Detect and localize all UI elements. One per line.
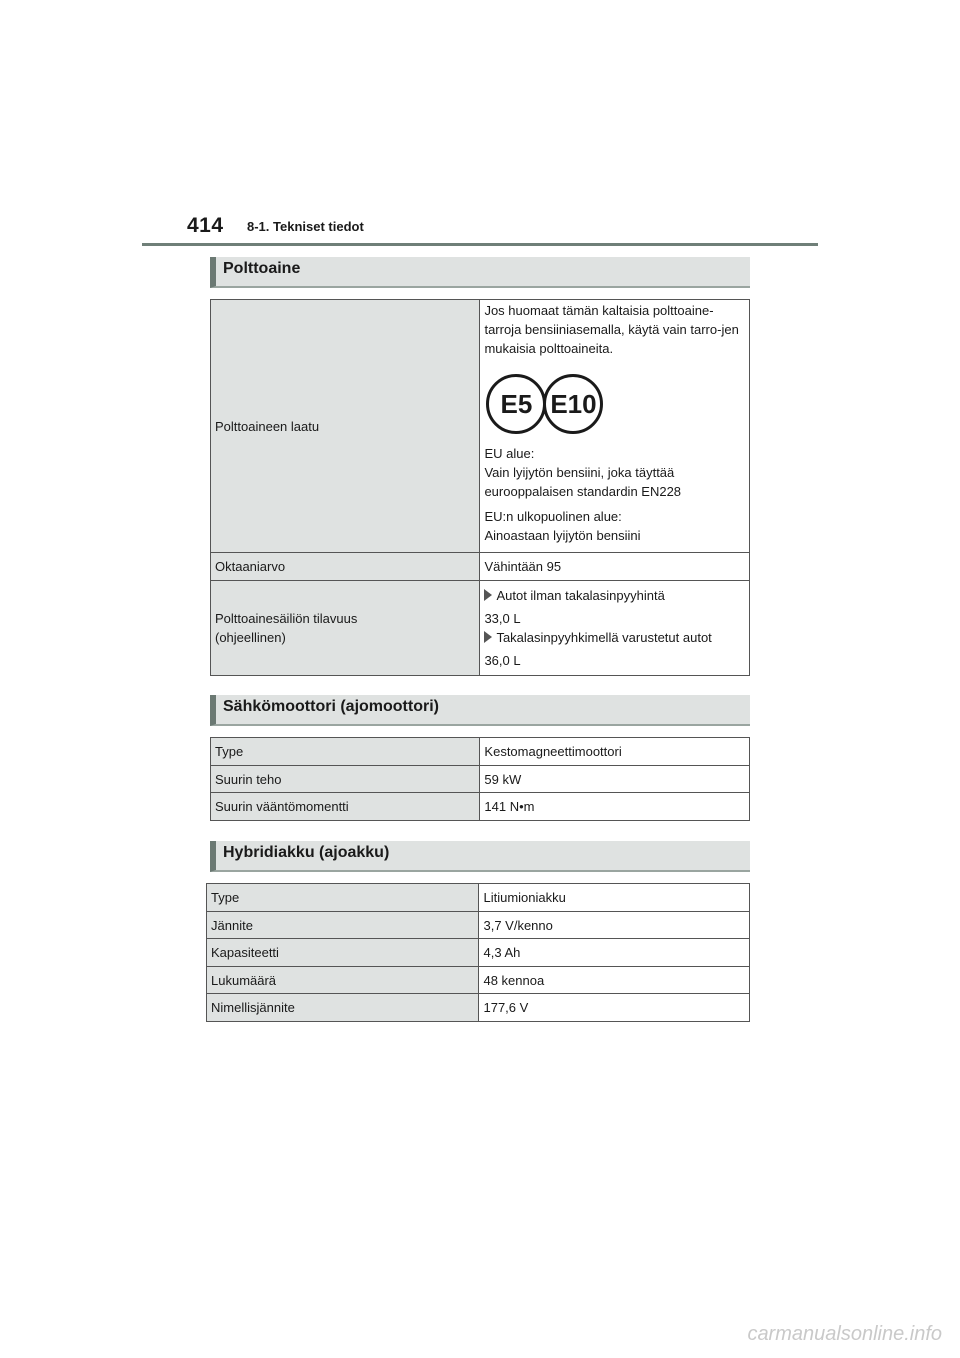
tank-value [480,581,750,676]
eu-title: EU alue: [484,446,535,461]
battery-table [206,883,750,1022]
tank-option-1: Autot ilman takalasinpyyhintä [496,588,665,603]
motor-torque-value: 141 N•m [480,793,750,821]
non-eu-title: EU:n ulkopuolinen alue: [484,509,622,524]
non-eu-text: Ainoastaan lyijytön bensiini [484,528,641,543]
fuel-table [210,299,750,676]
battery-nominal-value: 177,6 V [479,994,750,1022]
arrow-right-icon [484,631,492,643]
table-row [207,939,750,967]
octane-label: Oktaaniarvo [211,553,480,581]
table-row [211,793,750,821]
e5-badge-icon: E5 [486,374,546,434]
eu-text: Vain lyijytön bensiini, joka täyttää eurooppalaisen standardin EN228 [484,465,682,499]
battery-type-label: Type [207,884,479,912]
fuel-heading: Polttoaine [210,257,750,288]
table-row [211,738,750,766]
table-row [211,300,750,553]
battery-count-value: 48 kennoa [479,967,750,994]
tank-value-2: 36,0 L [484,653,521,668]
battery-nominal-label: Nimellisjännite [207,994,479,1022]
table-row [211,553,750,581]
motor-type-label: Type [211,738,480,766]
section-title: 8-1. Tekniset tiedot [247,219,364,234]
battery-capacity-label: Kapasiteetti [207,939,479,967]
fuel-quality-value [480,300,750,553]
motor-heading: Sähkömoottori (ajomoottori) [210,695,750,726]
motor-torque-label: Suurin vääntömomentti [211,793,480,821]
motor-table [210,737,750,821]
battery-type-value: Litiumioniakku [479,884,750,912]
battery-heading: Hybridiakku (ajoakku) [210,841,750,872]
tank-label: Polttoainesäiliön tilavuus (ohjeellinen) [211,581,480,676]
arrow-right-icon [484,589,492,601]
table-row [207,912,750,939]
battery-capacity-value: 4,3 Ah [479,939,750,967]
octane-value: Vähintään 95 [480,553,750,581]
battery-count-label: Lukumäärä [207,967,479,994]
battery-voltage-value: 3,7 V/kenno [479,912,750,939]
table-row [211,766,750,793]
motor-type-value: Kestomagneettimoottori [480,738,750,766]
battery-voltage-label: Jännite [207,912,479,939]
tank-value-1: 33,0 L [484,611,521,626]
fuel-quality-intro: Jos huomaat tämän kaltaisia polttoaine-tarroja bensiiniasemalla, käytä vain tarro-jen mukaisia polttoaineita. [484,303,739,356]
fuel-label-badges [486,374,745,434]
table-row [207,967,750,994]
tank-option-2: Takalasinpyyhkimellä varustetut autot [496,630,712,645]
table-row [207,994,750,1022]
motor-power-value: 59 kW [480,766,750,793]
fuel-quality-label: Polttoaineen laatu [211,300,480,553]
e10-badge-icon: E10 [543,374,603,434]
page-number: 414 [187,214,224,237]
watermark-logo: carmanualsonline.info [747,1323,942,1345]
table-row [207,884,750,912]
header-divider [142,243,818,246]
motor-power-label: Suurin teho [211,766,480,793]
table-row [211,581,750,676]
